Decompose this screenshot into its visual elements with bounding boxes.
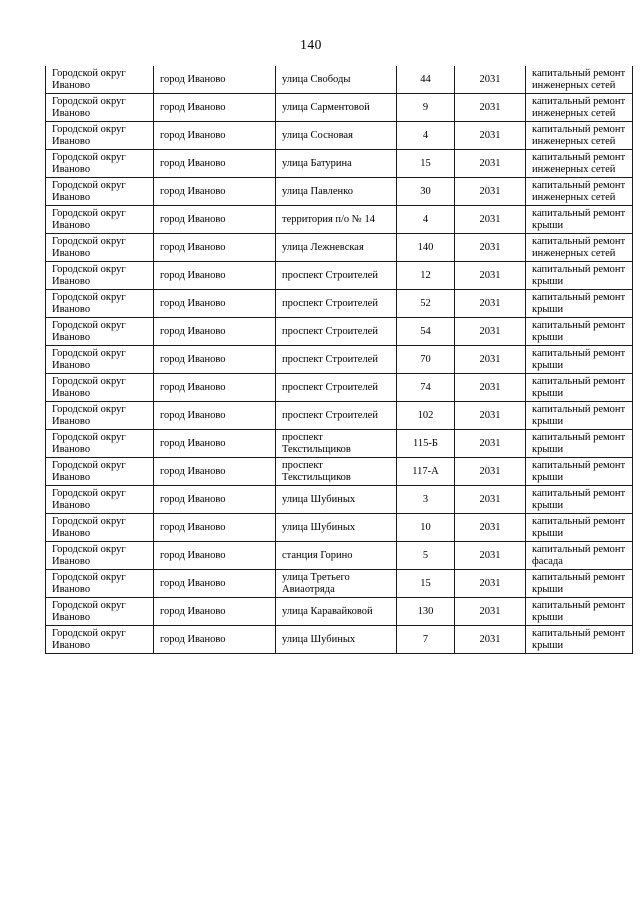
cell-house-number: 70 (397, 346, 455, 374)
cell-year: 2031 (455, 122, 526, 150)
cell-work-type: капитальный ремонт инженерных сетей (526, 178, 633, 206)
cell-street: улица Лежневская (276, 234, 397, 262)
cell-settlement: город Иваново (154, 234, 276, 262)
cell-year: 2031 (455, 626, 526, 654)
cell-street: улица Сарментовой (276, 94, 397, 122)
cell-municipality: Городской округ Иваново (46, 178, 154, 206)
table-row (46, 374, 633, 402)
cell-house-number: 12 (397, 262, 455, 290)
cell-municipality: Городской округ Иваново (46, 374, 154, 402)
cell-settlement: город Иваново (154, 178, 276, 206)
cell-house-number: 52 (397, 290, 455, 318)
cell-work-type: капитальный ремонт крыши (526, 486, 633, 514)
cell-work-type: капитальный ремонт крыши (526, 206, 633, 234)
cell-municipality: Городской округ Иваново (46, 402, 154, 430)
table-row (46, 262, 633, 290)
cell-street: территория п/о № 14 (276, 206, 397, 234)
cell-street: проспект Строителей (276, 346, 397, 374)
cell-work-type: капитальный ремонт инженерных сетей (526, 234, 633, 262)
cell-settlement: город Иваново (154, 290, 276, 318)
cell-year: 2031 (455, 486, 526, 514)
cell-settlement: город Иваново (154, 402, 276, 430)
table-row (46, 318, 633, 346)
table-row (46, 486, 633, 514)
cell-work-type: капитальный ремонт крыши (526, 374, 633, 402)
cell-municipality: Городской округ Иваново (46, 290, 154, 318)
cell-municipality: Городской округ Иваново (46, 598, 154, 626)
cell-work-type: капитальный ремонт крыши (526, 290, 633, 318)
cell-settlement: город Иваново (154, 374, 276, 402)
cell-house-number: 4 (397, 122, 455, 150)
cell-street: улица Свободы (276, 66, 397, 94)
cell-municipality: Городской округ Иваново (46, 122, 154, 150)
cell-municipality: Городской округ Иваново (46, 626, 154, 654)
cell-year: 2031 (455, 178, 526, 206)
cell-street: улица Шубиных (276, 626, 397, 654)
cell-municipality: Городской округ Иваново (46, 486, 154, 514)
table-row (46, 514, 633, 542)
table-row (46, 94, 633, 122)
cell-street: улица Шубиных (276, 486, 397, 514)
cell-year: 2031 (455, 94, 526, 122)
cell-year: 2031 (455, 318, 526, 346)
cell-street: улица Батурина (276, 150, 397, 178)
cell-work-type: капитальный ремонт крыши (526, 262, 633, 290)
cell-house-number: 3 (397, 486, 455, 514)
cell-municipality: Городской округ Иваново (46, 514, 154, 542)
cell-year: 2031 (455, 290, 526, 318)
cell-house-number: 130 (397, 598, 455, 626)
cell-municipality: Городской округ Иваново (46, 318, 154, 346)
cell-house-number: 117-А (397, 458, 455, 486)
cell-settlement: город Иваново (154, 430, 276, 458)
cell-street: проспект Строителей (276, 290, 397, 318)
cell-year: 2031 (455, 570, 526, 598)
cell-house-number: 9 (397, 94, 455, 122)
cell-municipality: Городской округ Иваново (46, 206, 154, 234)
cell-house-number: 5 (397, 542, 455, 570)
cell-house-number: 10 (397, 514, 455, 542)
table-row (46, 150, 633, 178)
table-row (46, 66, 633, 94)
table-row (46, 290, 633, 318)
cell-house-number: 74 (397, 374, 455, 402)
cell-year: 2031 (455, 598, 526, 626)
cell-house-number: 15 (397, 150, 455, 178)
cell-year: 2031 (455, 430, 526, 458)
table-row (46, 206, 633, 234)
cell-work-type: капитальный ремонт крыши (526, 318, 633, 346)
cell-work-type: капитальный ремонт крыши (526, 402, 633, 430)
cell-street: проспект Строителей (276, 402, 397, 430)
cell-work-type: капитальный ремонт инженерных сетей (526, 122, 633, 150)
cell-year: 2031 (455, 374, 526, 402)
table-row (46, 122, 633, 150)
cell-year: 2031 (455, 514, 526, 542)
cell-work-type: капитальный ремонт крыши (526, 570, 633, 598)
cell-settlement: город Иваново (154, 318, 276, 346)
cell-street: проспект Строителей (276, 374, 397, 402)
cell-street: проспект Текстильщиков (276, 458, 397, 486)
cell-municipality: Городской округ Иваново (46, 542, 154, 570)
cell-street: проспект Строителей (276, 262, 397, 290)
cell-settlement: город Иваново (154, 206, 276, 234)
cell-work-type: капитальный ремонт крыши (526, 598, 633, 626)
cell-work-type: капитальный ремонт крыши (526, 430, 633, 458)
table-row (46, 570, 633, 598)
cell-municipality: Городской округ Иваново (46, 458, 154, 486)
cell-year: 2031 (455, 402, 526, 430)
cell-street: улица Павленко (276, 178, 397, 206)
cell-house-number: 4 (397, 206, 455, 234)
cell-year: 2031 (455, 458, 526, 486)
repair-table-body (46, 66, 633, 654)
table-row (46, 626, 633, 654)
cell-municipality: Городской округ Иваново (46, 66, 154, 94)
cell-house-number: 7 (397, 626, 455, 654)
cell-municipality: Городской округ Иваново (46, 570, 154, 598)
table-row (46, 402, 633, 430)
table-row (46, 234, 633, 262)
cell-work-type: капитальный ремонт крыши (526, 514, 633, 542)
cell-settlement: город Иваново (154, 346, 276, 374)
cell-year: 2031 (455, 150, 526, 178)
cell-municipality: Городской округ Иваново (46, 346, 154, 374)
cell-settlement: город Иваново (154, 598, 276, 626)
cell-street: улица Каравайковой (276, 598, 397, 626)
cell-work-type: капитальный ремонт инженерных сетей (526, 66, 633, 94)
table-row (46, 346, 633, 374)
cell-settlement: город Иваново (154, 570, 276, 598)
cell-house-number: 140 (397, 234, 455, 262)
cell-municipality: Городской округ Иваново (46, 430, 154, 458)
cell-municipality: Городской округ Иваново (46, 150, 154, 178)
cell-work-type: капитальный ремонт крыши (526, 626, 633, 654)
cell-settlement: город Иваново (154, 486, 276, 514)
cell-street: проспект Текстильщиков (276, 430, 397, 458)
cell-house-number: 115-Б (397, 430, 455, 458)
cell-street: улица Шубиных (276, 514, 397, 542)
cell-work-type: капитальный ремонт крыши (526, 346, 633, 374)
cell-settlement: город Иваново (154, 150, 276, 178)
cell-street: станция Горино (276, 542, 397, 570)
cell-settlement: город Иваново (154, 94, 276, 122)
cell-work-type: капитальный ремонт инженерных сетей (526, 94, 633, 122)
table-row (46, 542, 633, 570)
cell-year: 2031 (455, 346, 526, 374)
cell-municipality: Городской округ Иваново (46, 262, 154, 290)
cell-settlement: город Иваново (154, 122, 276, 150)
cell-year: 2031 (455, 542, 526, 570)
cell-year: 2031 (455, 234, 526, 262)
cell-work-type: капитальный ремонт крыши (526, 458, 633, 486)
cell-street: проспект Строителей (276, 318, 397, 346)
cell-settlement: город Иваново (154, 458, 276, 486)
cell-municipality: Городской округ Иваново (46, 94, 154, 122)
cell-year: 2031 (455, 66, 526, 94)
table-row (46, 458, 633, 486)
cell-settlement: город Иваново (154, 514, 276, 542)
cell-year: 2031 (455, 206, 526, 234)
cell-house-number: 44 (397, 66, 455, 94)
table-row (46, 430, 633, 458)
cell-house-number: 30 (397, 178, 455, 206)
cell-street: улица Третьего Авиаотряда (276, 570, 397, 598)
cell-house-number: 15 (397, 570, 455, 598)
table-row (46, 598, 633, 626)
table-row (46, 178, 633, 206)
page-number: 140 (300, 37, 322, 52)
cell-municipality: Городской округ Иваново (46, 234, 154, 262)
cell-work-type: капитальный ремонт инженерных сетей (526, 150, 633, 178)
cell-year: 2031 (455, 262, 526, 290)
cell-house-number: 54 (397, 318, 455, 346)
cell-settlement: город Иваново (154, 262, 276, 290)
cell-settlement: город Иваново (154, 66, 276, 94)
cell-street: улица Сосновая (276, 122, 397, 150)
cell-work-type: капитальный ремонт фасада (526, 542, 633, 570)
cell-settlement: город Иваново (154, 542, 276, 570)
cell-settlement: город Иваново (154, 626, 276, 654)
repair-plan-table (45, 66, 633, 654)
cell-house-number: 102 (397, 402, 455, 430)
